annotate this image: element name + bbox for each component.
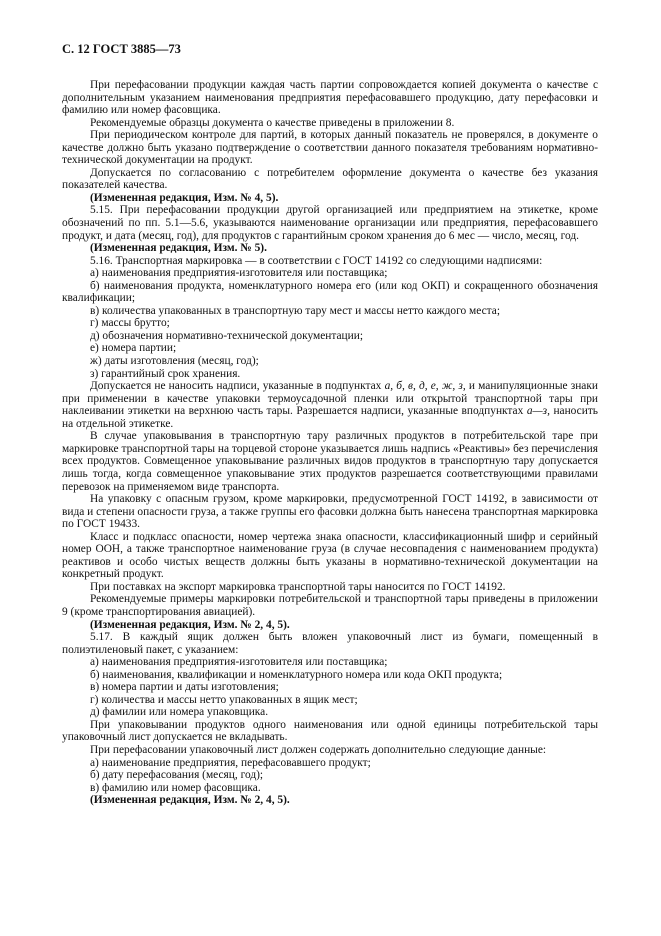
clause-5-16: 5.16. Транспортная маркировка — в соответствии с ГОСТ 14192 со следующими надписями:: [90, 254, 543, 267]
paragraph-reperfasovka-sheet: При перефасовании упаковочный лист должен содержать дополнительно следующие данные:: [90, 743, 547, 756]
list-item: б) наименования, квалификации и номенклатурного номера или кода ОКП продукта;: [90, 668, 503, 681]
paragraph-periodic-control: При периодическом контроле для партий, в которых данный показатель не проверялся, в документе о качестве должно быть указано подтверждение о соответствии данного показателя требованиям нормативно-технической документации на продукт.: [62, 129, 598, 167]
paragraph-omission-allowed: [62, 380, 598, 430]
list-item: в) количества упакованных в транспортную тару мест и массы нетто каждого места;: [90, 304, 500, 317]
italic-subclauses: а, б, в, д, е, ж, з,: [384, 380, 466, 393]
list-item: з) гарантийный срок хранения.: [90, 367, 241, 380]
list-item: г) массы брутто;: [90, 317, 170, 330]
list-item: а) наименования предприятия-изготовителя или поставщика;: [90, 267, 388, 280]
list-item: г) количества и массы нетто упакованных в ящик мест;: [90, 693, 358, 706]
paragraph-mixed-packing: В случае упаковывания в транспортную тару различных продуктов в потребительской таре при маркировке транспортной тары на торцевой стороне указывается лишь надпись «Реактивы» без перечисления всех продуктов. Совмещенное упаковывание различных видов продуктов в транспортную тару допускается лишь тогда, когда совмещенное упаковывание этих продуктов разрешается соответствующими правилами перевозок на применяемом виде транспорта.: [62, 430, 598, 493]
list-item: д) фамилии или номера упаковщика.: [90, 706, 269, 719]
list-item: а) наименование предприятия, перефасовавшего продукт;: [90, 756, 371, 769]
paragraph-consumer-agreement: Допускается по согласованию с потребителем оформление документа о качестве без указания показателей качества.: [62, 166, 598, 192]
list-item: б) дату перефасования (месяц, год);: [90, 769, 264, 782]
text-run: и манипуляционные знаки при применении в качестве упаковки термоусадочной пленки или открытой транспортной тары при наклеивании этикетки на верхнюю часть тары. Разрешается надписи, указанные вподпунктах: [62, 380, 598, 418]
paragraph-hazard-class: Класс и подкласс опасности, номер чертежа знака опасности, классификационный шифр и серийный номер ООН, а также транспортное наименование груза (в случае несовпадения с наименованием продукта) реактивов и особо чистых веществ должны быть указаны в нормативно-технической документации на конкретный продукт.: [62, 530, 598, 581]
list-item: в) номера партии и даты изготовления;: [90, 681, 279, 694]
list-item: б) наименования продукта, номенклатурного номера его (или код ОКП) и сокращенного обозначения квалификации;: [62, 279, 598, 305]
paragraph-sample-docs: Рекомендуемые образцы документа о качестве приведены в приложении 8.: [90, 116, 455, 129]
text-run: наносить на отдельной этикетке.: [62, 405, 598, 430]
list-item: е) номера партии;: [90, 342, 177, 355]
paragraph-single-item-packing: При упаковывании продуктов одного наименования или одной единицы потребительской тары упаковочный лист допускается не вкладывать.: [62, 718, 598, 744]
clause-5-15: 5.15. При перефасовании продукции другой организацией или предприятием на этикетке, кроме обозначений по пп. 5.1—5.6, указываются наименование организации или предприятия, перефасовавшего продукт, и дата (месяц, год), для продуктов с гарантийным сроком хранения до 6 мес — число, месяц, год.: [62, 204, 598, 242]
amendment-note: (Измененная редакция, Изм. № 2, 4, 5).: [90, 618, 290, 631]
paragraph-export: При поставках на экспорт маркировка транспортной тары наносится по ГОСТ 14192.: [90, 580, 506, 593]
list-item: ж) даты изготовления (месяц, год);: [90, 355, 259, 368]
amendment-note: (Измененная редакция, Изм. № 2, 4, 5).: [90, 794, 290, 807]
document-body: [62, 79, 598, 807]
list-item: д) обозначения нормативно-технической документации;: [90, 329, 364, 342]
paragraph-reperfasovka-copy: При перефасовании продукции каждая часть партии сопровождается копией документа о качестве с дополнительным указанием наименования предприятия перефасовавшего продукцию, дату перефасовки и фамилию или номер фасовщика.: [62, 79, 598, 117]
page-header: С. 12 ГОСТ 3885—73: [62, 42, 181, 56]
clause-5-17: 5.17. В каждый ящик должен быть вложен упаковочный лист из бумаги, помещенный в полиэтиленовый пакет, с указанием:: [62, 631, 598, 656]
list-item: в) фамилию или номер фасовщика.: [90, 781, 261, 794]
italic-subclause-range: а—з,: [526, 405, 550, 418]
paragraph-dangerous-goods: На упаковку с опасным грузом, кроме маркировки, предусмотренной ГОСТ 14192, в зависимости от вида и степени опасности груза, а также группы его фасовки должна быть нанесена транспортная маркировка по ГОСТ 19433.: [62, 493, 598, 531]
amendment-note: (Измененная редакция, Изм. № 5).: [90, 242, 267, 255]
paragraph-marking-examples: Рекомендуемые примеры маркировки потребительской и транспортной тары приведены в приложении 9 (кроме транспортирования авиацией).: [62, 593, 598, 618]
list-item: а) наименования предприятия-изготовителя или поставщика;: [90, 656, 388, 669]
text-run: Допускается не наносить надписи, указанные в подпунктах: [90, 380, 385, 393]
amendment-note: (Измененная редакция, Изм. № 4, 5).: [90, 191, 279, 204]
